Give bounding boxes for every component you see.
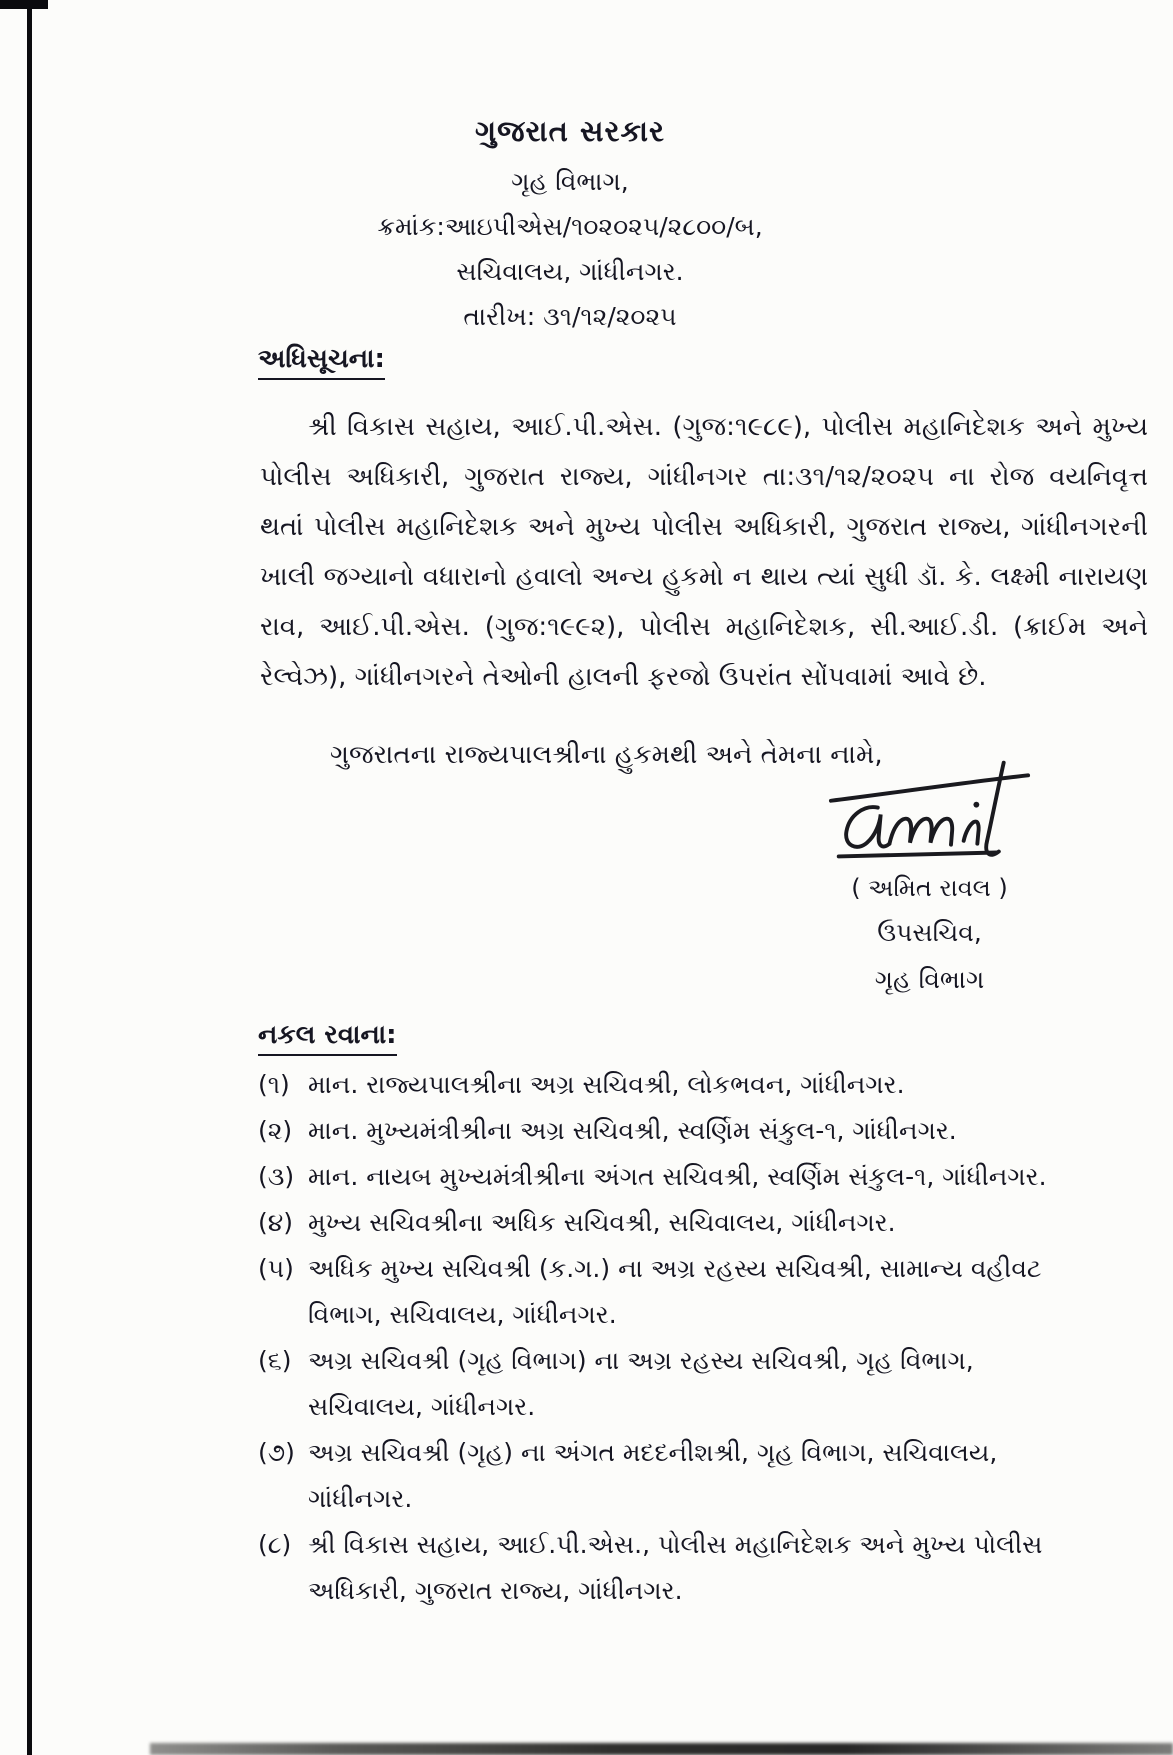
- list-item: [258, 1108, 1158, 1154]
- list-item-line: અધિક મુખ્ય સચિવશ્રી (ક.ગ.) ના અગ્ર રહસ્ય સચિવશ્રી, સામાન્ય વહીવટ: [308, 1254, 1042, 1283]
- list-item-number: (૭): [258, 1438, 295, 1467]
- list-item-number: (૮): [258, 1530, 292, 1559]
- list-item-line: ગાંધીનગર.: [308, 1484, 413, 1513]
- list-item-number: (૬): [258, 1346, 292, 1375]
- body-line: પોલીસ અધિકારી, ગુજરાત રાજ્ય, ગાંધીનગર તા:૩૧/૧૨/૨૦૨૫ ના રોજ વયનિવૃત્ત: [260, 462, 1148, 492]
- body-line: શ્રી વિકાસ સહાય, આઈ.પી.એસ. (ગુજ:૧૯૮૯), પોલીસ મહાનિદેશક અને મુખ્ય: [308, 412, 1148, 442]
- list-item: [258, 1154, 1158, 1200]
- notification-heading: અધિસૂચના:: [258, 344, 385, 380]
- list-item-line: માન. નાયબ મુખ્યમંત્રીશ્રીના અંગત સચિવશ્રી, સ્વર્ણિમ સંકુલ-૧, ગાંધીનગર.: [308, 1162, 1047, 1191]
- list-item: [258, 1062, 1158, 1108]
- letterhead: [30, 112, 1110, 342]
- signatory-designation: ઉપસચિવ,: [877, 918, 982, 947]
- list-item: [258, 1338, 1158, 1430]
- body-line: રાવ, આઈ.પી.એસ. (ગુજ:૧૯૯૨), પોલીસ મહાનિદેશક, સી.આઈ.ડી. (ક્રાઈમ અને: [260, 612, 1148, 642]
- signature-scribble: [827, 752, 1032, 870]
- place-line: સચિવાલય, ગાંધીનગર.: [456, 257, 684, 286]
- list-item-line: માન. મુખ્યમંત્રીશ્રીના અગ્ર સચિવશ્રી, સ્વર્ણિમ સંકુલ-૧, ગાંધીનગર.: [308, 1116, 957, 1145]
- list-item: [258, 1200, 1158, 1246]
- list-item-number: (૨): [258, 1116, 293, 1145]
- copies-heading: નકલ રવાના:: [258, 1020, 397, 1056]
- list-item-number: (૫): [258, 1254, 294, 1283]
- list-item: [258, 1246, 1158, 1338]
- list-item-line: અગ્ર સચિવશ્રી (ગૃહ વિભાગ) ના અગ્ર રહસ્ય સચિવશ્રી, ગૃહ વિભાગ,: [308, 1346, 974, 1375]
- body-line: થતાં પોલીસ મહાનિદેશક અને મુખ્ય પોલીસ અધિકારી, ગુજરાત રાજ્ય, ગાંધીનગરની: [260, 512, 1148, 542]
- body-line: ખાલી જગ્યાનો વધારાનો હવાલો અન્ય હુકમો ન થાય ત્યાં સુધી ડૉ. કે. લક્ષ્મી નારાયણ: [260, 562, 1148, 592]
- notification-body: [260, 402, 1148, 702]
- list-item-number: (૪): [258, 1208, 294, 1237]
- list-item-line: મુખ્ય સચિવશ્રીના અધિક સચિવશ્રી, સચિવાલય, ગાંધીનગર.: [308, 1208, 896, 1237]
- list-item: [258, 1522, 1158, 1614]
- scan-top-corner-mark: [0, 0, 48, 9]
- reference-number-line: ક્રમાંક:આઇપીએસ/૧૦૨૦૨૫/૨૮૦૦/બ,: [377, 212, 763, 241]
- list-item-line: અગ્ર સચિવશ્રી (ગૃહ) ના અંગત મદદનીશશ્રી, ગૃહ વિભાગ, સચિવાલય,: [308, 1438, 998, 1467]
- list-item-number: (૧): [258, 1070, 290, 1099]
- list-item-line: અધિકારી, ગુજરાત રાજ્ય, ગાંધીનગર.: [308, 1576, 683, 1605]
- body-line: રેલ્વેઝ), ગાંધીનગરને તેઓની હાલની ફરજો ઉપરાંત સોંપવામાં આવે છે.: [260, 662, 987, 692]
- signatory-department: ગૃહ વિભાગ: [874, 965, 985, 994]
- signature-block: [812, 752, 1047, 1002]
- date-line: તારીખ: ૩૧/૧૨/૨૦૨૫: [463, 302, 677, 331]
- scan-bottom-shadow: [150, 1743, 1173, 1755]
- list-item-number: (૩): [258, 1162, 295, 1191]
- list-item-line: શ્રી વિકાસ સહાય, આઈ.પી.એસ., પોલીસ મહાનિદેશક અને મુખ્ય પોલીસ: [308, 1530, 1043, 1559]
- department-line: ગૃહ વિભાગ,: [511, 167, 629, 196]
- list-item-line: માન. રાજ્યપાલશ્રીના અગ્ર સચિવશ્રી, લોકભવન, ગાંધીનગર.: [308, 1070, 905, 1099]
- government-title: ગુજરાત સરકાર: [474, 114, 666, 148]
- list-item-line: વિભાગ, સચિવાલય, ગાંધીનગર.: [308, 1300, 617, 1329]
- copies-list: [258, 1062, 1158, 1614]
- governor-order-line: ગુજરાતના રાજ્યપાલશ્રીના હુકમથી અને તેમના નામે,: [330, 740, 883, 770]
- signatory-name: ( અમિત રાવલ ): [851, 874, 1008, 902]
- list-item: [258, 1430, 1158, 1522]
- list-item-line: સચિવાલય, ગાંધીનગર.: [308, 1392, 536, 1421]
